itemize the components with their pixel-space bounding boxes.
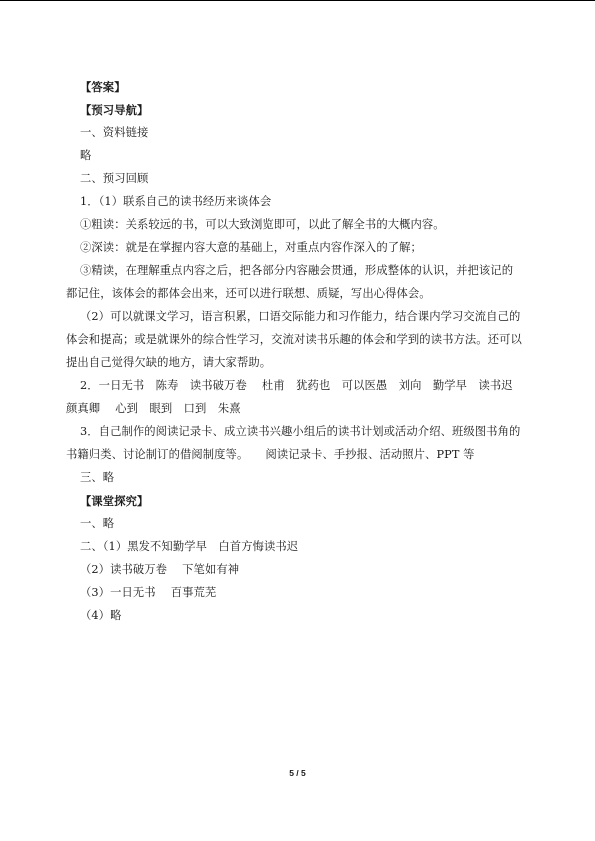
page-number: 5 / 5 (289, 768, 306, 778)
class-inquiry-heading: 【课堂探究】 (80, 494, 149, 508)
text-line: 体会和提高；或是就课外的综合性学习，交流对读书乐趣的体会和学到的读书方法。还可以 (66, 333, 522, 346)
text-line: 二、（1）黑发不知勤学早 白首方悔读书迟 (80, 540, 299, 553)
text-line: （4）略 (80, 609, 122, 622)
section-material-link: 一、资料链接 (80, 126, 149, 139)
text-line: （2）可以就课文学习，语言积累，口语交际能力和习作能力，结合课内学习交流自己的 (80, 310, 521, 323)
section-three: 三、略 (80, 471, 115, 484)
section-preview-review: 二、预习回顾 (80, 172, 149, 185)
text-line: ③精读，在理解重点内容之后，把各部分内容融会贯通，形成整体的认识，并把该记的 (80, 264, 514, 277)
text-line: 3．自己制作的阅读记录卡、成立读书兴趣小组后的读书计划或活动介绍、班级图书角的 (80, 425, 521, 438)
text-line: ②深读：就是在掌握内容大意的基础上，对重点内容作深入的了解； (80, 241, 422, 254)
answer-heading: 【答案】 (80, 80, 126, 94)
text-line: ①粗读：关系较远的书，可以大致浏览即可，以此了解全书的大概内容。 (80, 218, 445, 231)
text-line: 略 (80, 149, 92, 162)
text-line: 1．（1）联系自己的读书经历来谈体会 (80, 195, 272, 208)
top-border-line (0, 0, 595, 1)
text-line: （3）一日无书 百事荒芜 (80, 586, 217, 599)
text-line: （2）读书破万卷 下笔如有神 (80, 563, 240, 576)
preview-guide-heading: 【预习导航】 (80, 103, 149, 117)
text-line: 都记住，该体会的都体会出来，还可以进行联想、质疑，写出心得体会。 (66, 287, 431, 300)
text-line: 提出自己觉得欠缺的地方，请大家帮助。 (66, 356, 272, 369)
text-line: 一、略 (80, 517, 115, 530)
text-line: 颜真卿 心到 眼到 口到 朱熹 (66, 402, 241, 415)
text-line: 2．一日无书 陈寿 读书破万卷 杜甫 犹药也 可以医愚 刘向 勤学早 读书迟 (80, 379, 513, 392)
text-line: 书籍归类、讨论制订的借阅制度等。 阅读记录卡、手抄报、活动照片、PPT 等 (66, 448, 475, 461)
